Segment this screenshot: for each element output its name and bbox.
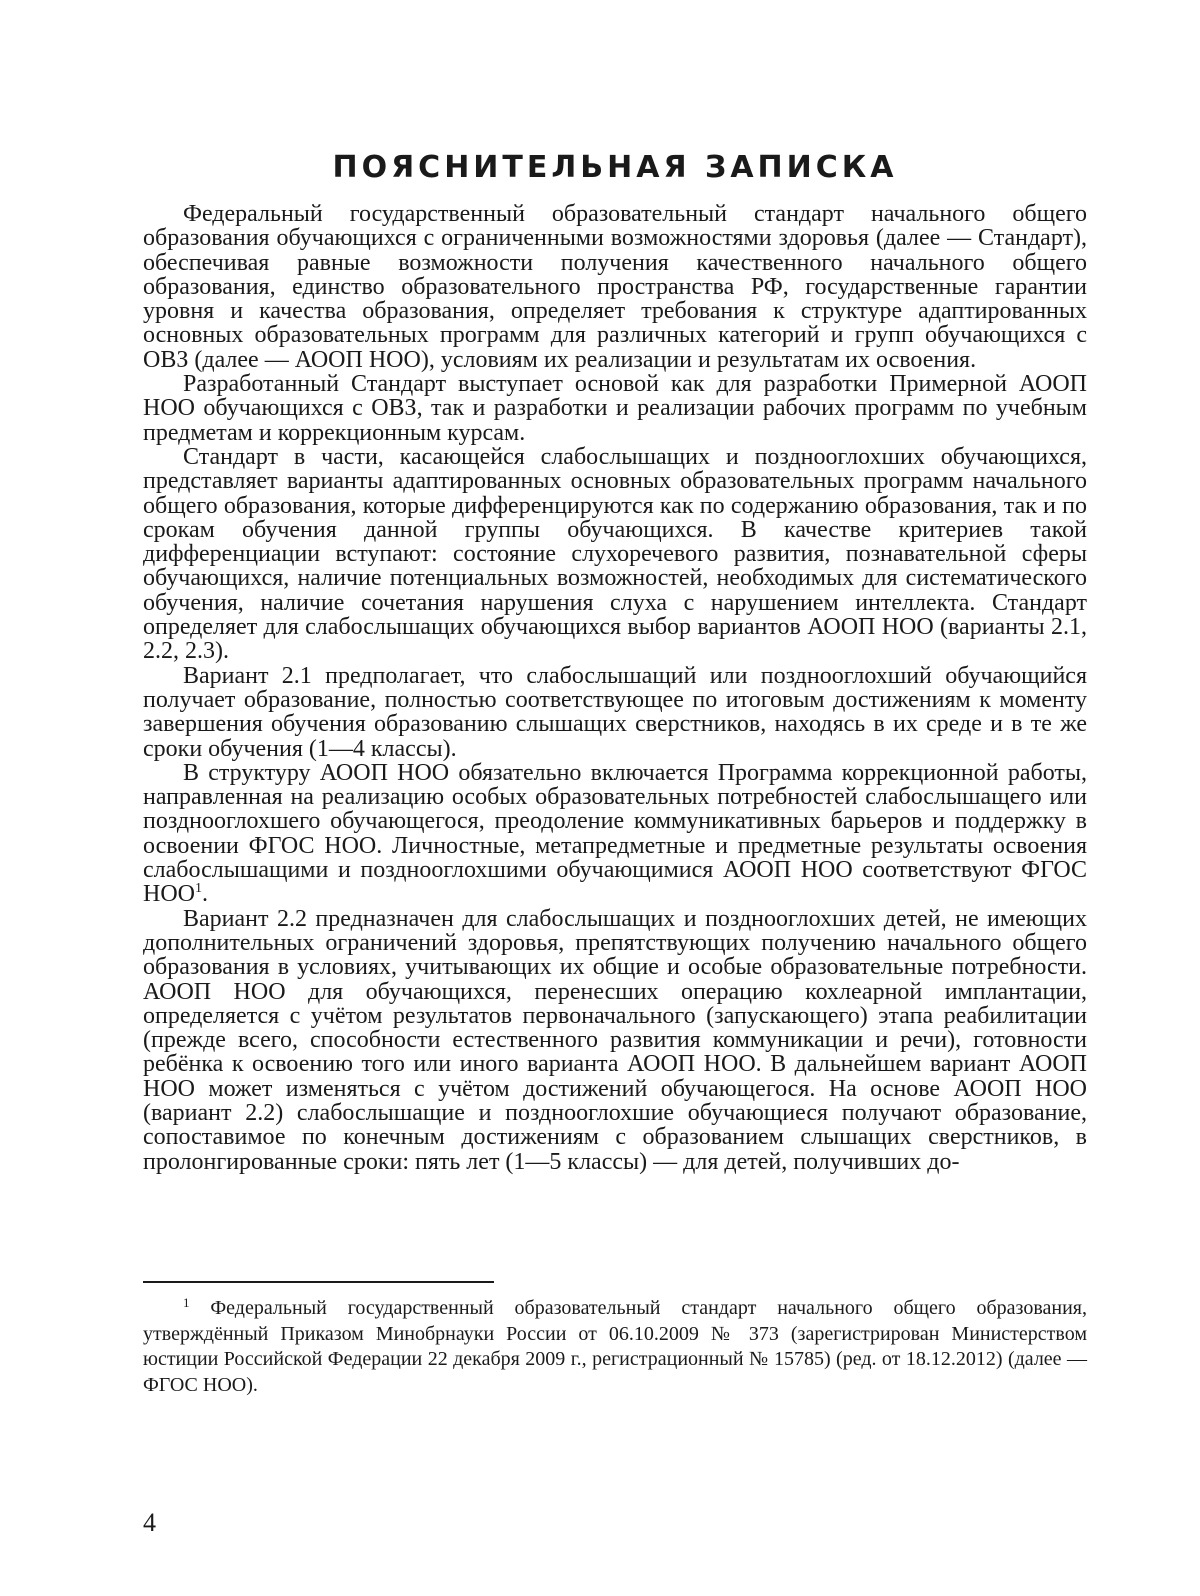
footnote-reference: 1	[195, 881, 202, 897]
main-text	[143, 202, 1087, 1174]
page-title: ПОЯСНИТЕЛЬНАЯ ЗАПИСКА	[332, 150, 898, 185]
page-number: 4	[143, 1508, 156, 1537]
footnote	[143, 1296, 1087, 1398]
footnote-marker: 1	[183, 1295, 190, 1310]
paragraph-with-footnote-ref	[143, 761, 1087, 907]
paragraph-text: В структуру АООП НОО обязательно включается Программа коррекционной работы, направленная на реализацию особых образовательных потребностей слабослышащего или позднооглохшего обучающегося, преодоление коммуникативных барьеров и поддержку в освоении ФГОС НОО. Личностные, метапредметные и предметные результаты освоения слабослышащими и позднооглохшими обучающимися АООП НОО соответствуют ФГОС НОО	[143, 759, 1087, 908]
footnote-separator	[143, 1281, 494, 1283]
footnote-text: Федеральный государственный образовательный стандарт начального общего образования, утверждённый Приказом Минобрнауки России от 06.10.2009 № 373 (зарегистрирован Министерством юстиции Российской Федерации 22 декабря 2009 г., регистрационный № 15785) (ред. от 18.12.2012) (далее — ФГОС НОО).	[143, 1297, 1088, 1396]
paragraph: Вариант 2.2 предназначен для слабослышащих и позднооглохших детей, не имеющих дополнительных ограничений здоровья, препятствующих получению начального общего образования в условиях, учитывающих их общие и особые образовательные потребности. АООП НОО для обучающихся, перенесших операцию кохлеарной имплантации, определяется с учётом результатов первоначального (запускающего) этапа реабилитации (прежде всего, способности естественного развития коммуникации и речи), готовности ребёнка к освоению того или иного варианта АООП НОО. В дальнейшем вариант АООП НОО может изменяться с учётом достижений обучающегося. На основе АООП НОО (вариант 2.2) слабослышащие и позднооглохшие обучающиеся получают образование, сопоставимое по конечным достижениям с образованием слышащих сверстников, в пролонгированные сроки: пять лет (1—5 классы) — для детей, получивших до-	[143, 905, 1087, 1175]
sentence-end: .	[202, 881, 208, 908]
paragraph: Федеральный государственный образовательный стандарт начального общего образования обучающихся с ограниченными возможностями здоровья (далее — Стандарт), обеспечивая равные возможности получения качественного начального общего образования, единство образовательного пространства РФ, государственные гарантии уровня и качества образования, определяет требования к структуре адаптированных основных образовательных программ для различных категорий и групп обучающихся с ОВЗ (далее — АООП НОО), условиям их реализации и результатам их освоения.	[143, 201, 1087, 373]
paragraph: Разработанный Стандарт выступает основой как для разработки Примерной АООП НОО обучающихся с ОВЗ, так и разработки и реализации рабочих программ по учебным предметам и коррекционным курсам.	[143, 371, 1087, 446]
paragraph: Вариант 2.1 предполагает, что слабослышащий или позднооглохший обучающийся получает образование, полностью соответствующее по итоговым достижениям к моменту завершения обучения образованию слышащих сверстников, находясь в их среде и в те же сроки обучения (1—4 классы).	[143, 662, 1087, 762]
paragraph: Стандарт в части, касающейся слабослышащих и позднооглохших обучающихся, представляет варианты адаптированных основных образовательных программ начального общего образования, которые дифференцируются как по содержанию образования, так и по срокам обучения данной группы обучающихся. В качестве критериев такой дифференциации вступают: состояние слухоречевого развития, познавательной сферы обучающихся, наличие потенциальных возможностей, необходимых для систематического обучения, наличие сочетания нарушения слуха с нарушением интеллекта. Стандарт определяет для слабослышащих обучающихся выбор вариантов АООП НОО (варианты 2.1, 2.2, 2.3).	[143, 443, 1087, 665]
